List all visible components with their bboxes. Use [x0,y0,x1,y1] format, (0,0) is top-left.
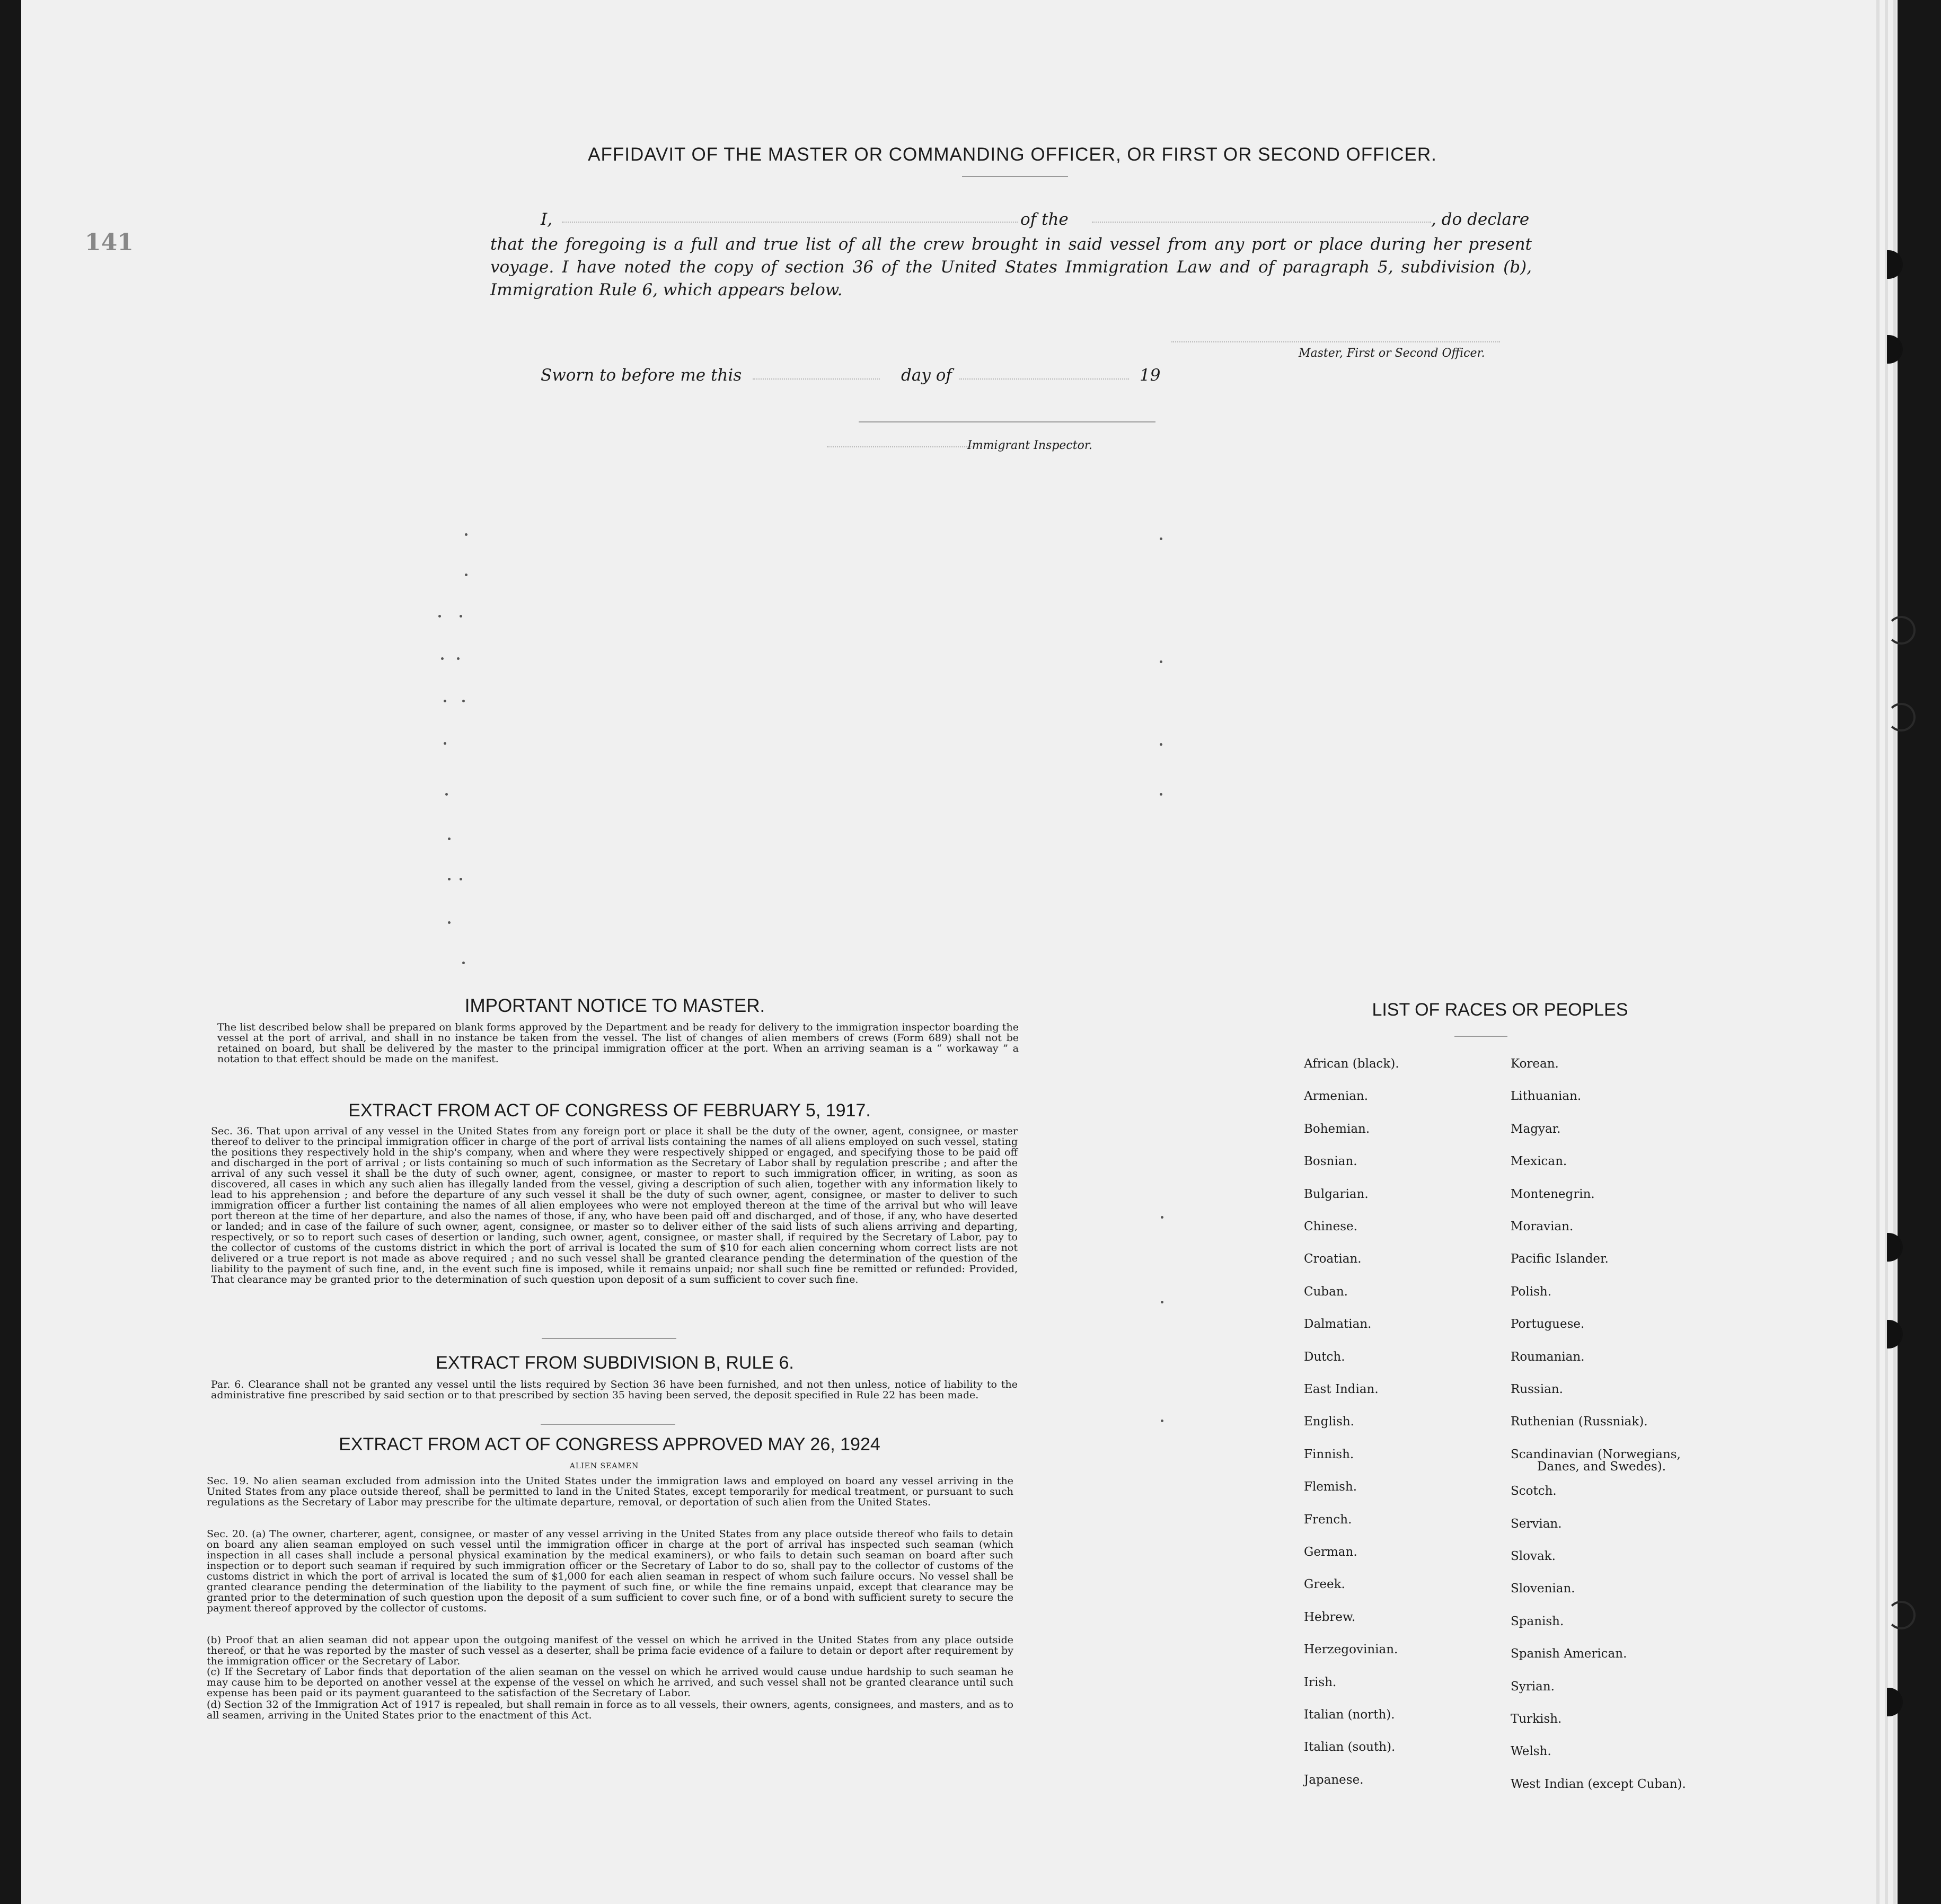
race-item: German. [1304,1545,1357,1559]
race-item: Dalmatian. [1304,1317,1372,1331]
month-blank [959,378,1129,380]
extract-1924-title: EXTRACT FROM ACT OF CONGRESS APPROVED MAY 26, 1924 [339,1434,880,1455]
race-item: Spanish. [1511,1615,1564,1628]
extract-1924-subtitle: ALIEN SEAMEN [569,1462,639,1470]
race-item: Japanese. [1304,1773,1364,1787]
race-item: Russian. [1511,1382,1563,1396]
sec20c-text: (c) If the Secretary of Labor finds that deportation of the alien seaman on the vessel on which he arrived would cause undue hardship to such seaman he may cause him to be deported on another vessel at the expense of the vessel on which he arrived, and such vessel shall not be granted clearance until such expense has been paid or its payment guaranteed to the satisfaction of the Secretary of Labor. [207,1666,1013,1699]
sec20d-text: (d) Section 32 of the Immigration Act of 1917 is repealed, but shall remain in force as to all vessels, their owners, agents, consignees, and masters, and as to all seamen, arriving in the United States prior to the enactment of this Act. [207,1699,1013,1721]
page-dot [465,574,467,576]
divider [1454,1036,1507,1037]
binder-hole-icon [1887,1601,1916,1629]
affidavit-of-the: of the [1020,210,1069,229]
race-item: Italian (north). [1304,1708,1395,1722]
extract-1917-title: EXTRACT FROM ACT OF CONGRESS OF FEBRUARY 5, 1917. [348,1100,871,1121]
race-item: Montenegrin. [1511,1187,1595,1201]
sworn-label: Sworn to before me this [541,366,742,385]
race-item: Spanish American. [1511,1647,1627,1661]
notice-title: IMPORTANT NOTICE TO MASTER. [464,995,765,1016]
page-dot [1160,743,1162,746]
master-label: Master, First or Second Officer. [1299,347,1485,360]
name-blank [562,222,1018,223]
page-dot [444,700,446,702]
page-dot [1161,1216,1163,1219]
affidavit-title: AFFIDAVIT OF THE MASTER OR COMMANDING OFFICER, OR FIRST OR SECOND OFFICER. [588,144,1437,165]
binder-hole-icon [1887,250,1903,279]
race-item: Finnish. [1304,1448,1354,1461]
extract-rule6-title: EXTRACT FROM SUBDIVISION B, RULE 6. [436,1353,794,1373]
race-item: Hebrew. [1304,1610,1356,1624]
race-item: Cuban. [1304,1285,1348,1299]
page-dot [448,838,451,840]
notice-text: The list described below shall be prepared on blank forms approved by the Department and be ready for delivery to the immigration inspector boarding the vessel at the port of arrival, and shall in no instance be taken from the vessel. The list of changes of alien members of crews (Form 689) shall not be retained on board, but shall be delivered by the master to the principal immigration officer at the port. When an arriving seaman is a “ workaway ” a notation to that effect should be made on the manifest. [217,1021,1019,1065]
page-dot [444,742,446,745]
divider [859,421,1155,422]
day-of-label: day of [901,366,952,385]
page-dot [448,878,451,880]
races-title: LIST OF RACES OR PEOPLES [1372,1000,1628,1020]
vessel-blank [1092,222,1431,223]
page-dot [445,793,448,796]
master-signature-blank [1171,341,1500,342]
inspector-label: Immigrant Inspector. [967,439,1092,452]
race-item: Bulgarian. [1304,1187,1369,1201]
page-dot [1161,1420,1163,1422]
race-item: Pacific Islander. [1511,1252,1609,1266]
sec20a-text: Sec. 20. (a) The owner, charterer, agent, consignee, or master of any vessel arriving in the United States from any place outside thereof who fails to detain on board any alien seaman employed on such vessel until the immigration officer in charge at the port of arrival has inspected such seaman (which inspection in all cases shall include a personal physical examination by the medical examiners), or who fails to detain such seaman on board after such inspection or to deport such seaman if required by such immigration officer or the Secretary of Labor to do so, shall pay to the collector of customs of the customs district in which the port of arrival is located the sum of $1,000 for each alien seaman in respect of whom such failure occurs. No vessel shall be granted clearance pending the determination of the liability to the payment of such fine, or while the fine remains unpaid, except that clearance may be granted prior to the determination of such question upon the deposit of a sum sufficient to cover such fine, or of a bond with sufficient surety to secure the payment thereof approved by the collector of customs. [207,1528,1013,1614]
day-blank [753,378,880,380]
binder-hole-icon [1887,703,1916,731]
race-item: West Indian (except Cuban). [1511,1777,1686,1791]
binder-hole-icon [1887,1320,1903,1348]
sec19-text: Sec. 19. No alien seaman excluded from admission into the United States under the immigration laws and employed on board any vessel arriving in the United States from any place outside thereof, shall be permitted to land in the United States, except temporarily for medical treatment, or pursuant to such regulations as the Secretary of Labor may prescribe for the ultimate departure, removal, or deportation of such alien from the United States. [207,1475,1013,1508]
divider [542,1338,676,1339]
race-item: Syrian. [1511,1680,1555,1694]
binder-hole-icon [1887,1233,1903,1262]
affidavit-i: I, [541,210,553,229]
page-dot [438,615,441,618]
race-item: Magyar. [1511,1122,1561,1136]
race-item: Chinese. [1304,1220,1357,1233]
race-item: Lithuanian. [1511,1089,1582,1103]
extract-1917-text: Sec. 36. That upon arrival of any vessel in the United States from any foreign port or place it shall be the duty of the owner, agent, consignee, or master thereof to deliver to the principal immigration officer in charge of the port of arrival lists containing the names of all aliens employed on such vessel, stating the positions they respectively hold in the ship's company, when and where they were respectively shipped or engaged, and specifying those to be paid off and discharged in the port of arrival ; or lists containing so much of such information as the Secretary of Labor shall by regulation prescribe ; and after the arrival of any such vessel it shall be the duty of such owner, agent, consignee, or master to report to such immigration officer, in writing, as soon as discovered, all cases in which any such alien has illegally landed from the vessel, giving a description of such alien, together with any information likely to lead to his apprehension ; and before the departure of any such vessel it shall be the duty of such owner, agent, consignee, or master to deliver to such immigration officer a further list containing the names of all alien employees who were not employed thereon at the time of the arrival but who will leave port thereon at the time of her departure, and also the names of those, if any, who have been paid off and discharged, and of those, if any, who have deserted or landed; and in case of the failure of such owner, agent, consignee, or master so to deliver either of the said lists of such aliens arriving and departing, respectively, or so to report such cases of desertion or landing, such owner, agent, consignee, or master shall, if required by the Secretary of Labor, pay to the collector of customs of the customs district in which the port of arrival is located the sum of $10 for each alien concerning whom correct lists are not delivered or a true report is not made as above required ; and no such vessel shall be granted clearance pending the determination of the question of the liability to the payment of such fine, and, in the event such fine is imposed, while it remains unpaid; nor shall such fine be remitted or refunded: Provided, That clearance may be granted prior to the determination of such question upon deposit of a sum sufficient to cover such fine. [211,1125,1018,1285]
race-item: Armenian. [1304,1089,1369,1103]
page-dot [462,962,465,964]
page-dot [1160,793,1162,796]
extract-rule6-text: Par. 6. Clearance shall not be granted any vessel until the lists required by Section 36 have been furnished, and not then unless, notice of liability to the administrative fine prescribed by said section or to that prescribed by section 35 having been served, the deposit specified in Rule 22 has been made. [211,1379,1018,1401]
race-item: Korean. [1511,1057,1559,1071]
race-item: Mexican. [1511,1154,1567,1168]
page-dot [1161,1301,1163,1303]
affidavit-declare: , do declare [1431,210,1530,229]
race-item: English. [1304,1415,1354,1429]
race-item: Slovak. [1511,1549,1556,1563]
binder-hole-icon [1887,616,1916,645]
race-item: Moravian. [1511,1220,1574,1233]
race-item: Servian. [1511,1517,1562,1531]
page-dot [1160,537,1162,540]
affidavit-text: that the foregoing is a full and true list of all the crew brought in said vessel from any port or place during her present voyage. I have noted the copy of section 36 of the United States Immigration Law and of paragraph 5, subdivision (b), Immigration Rule 6, which appears below. [490,235,1532,299]
divider [541,1424,675,1425]
divider [962,176,1068,177]
race-item: Greek. [1304,1577,1345,1591]
race-item: Turkish. [1511,1712,1562,1726]
race-item: Ruthenian (Russniak). [1511,1415,1648,1429]
race-item: Italian (south). [1304,1740,1396,1754]
race-item-continuation: Danes, and Swedes). [1537,1460,1666,1474]
page-edge [1876,0,1880,1904]
page-dot [460,615,462,618]
race-item: Portuguese. [1511,1317,1585,1331]
race-item: Herzegovinian. [1304,1643,1398,1656]
race-item: Slovenian. [1511,1582,1575,1596]
race-item: Flemish. [1304,1480,1357,1494]
race-item: Scotch. [1511,1484,1557,1498]
binder-hole-icon [1887,335,1903,364]
page-dot [462,700,465,702]
race-item: Dutch. [1304,1350,1345,1364]
page-dot [465,533,467,536]
page-dot [460,878,462,880]
binder-hole-icon [1887,1688,1903,1716]
page-dot [1160,660,1162,663]
race-item: Bosnian. [1304,1154,1357,1168]
race-item: Bohemian. [1304,1122,1370,1136]
race-item: Scandinavian (Norwegians, [1511,1448,1681,1461]
race-item: East Indian. [1304,1382,1379,1396]
race-item: Polish. [1511,1285,1552,1299]
page-dot [448,921,451,924]
page-dot [457,657,460,660]
race-item: Irish. [1304,1676,1337,1689]
race-item: Roumanian. [1511,1350,1585,1364]
sec20b-text: (b) Proof that an alien seaman did not appear upon the outgoing manifest of the vessel on which he arrived in the United States from any place outside thereof, or that he was reported by the master of such vessel as a deserter, shall be prima facie evidence of a failure to detain or deport after requirement by the immigration officer or the Secretary of Labor. [207,1634,1013,1667]
year-label: 19 [1140,366,1161,385]
page-dot [441,657,444,660]
margin-page-number: 141 [85,229,134,256]
race-item: Welsh. [1511,1744,1551,1758]
race-item: African (black). [1304,1057,1399,1071]
race-item: Croatian. [1304,1252,1362,1266]
inspector-signature-blank [827,446,975,447]
race-item: French. [1304,1513,1352,1527]
